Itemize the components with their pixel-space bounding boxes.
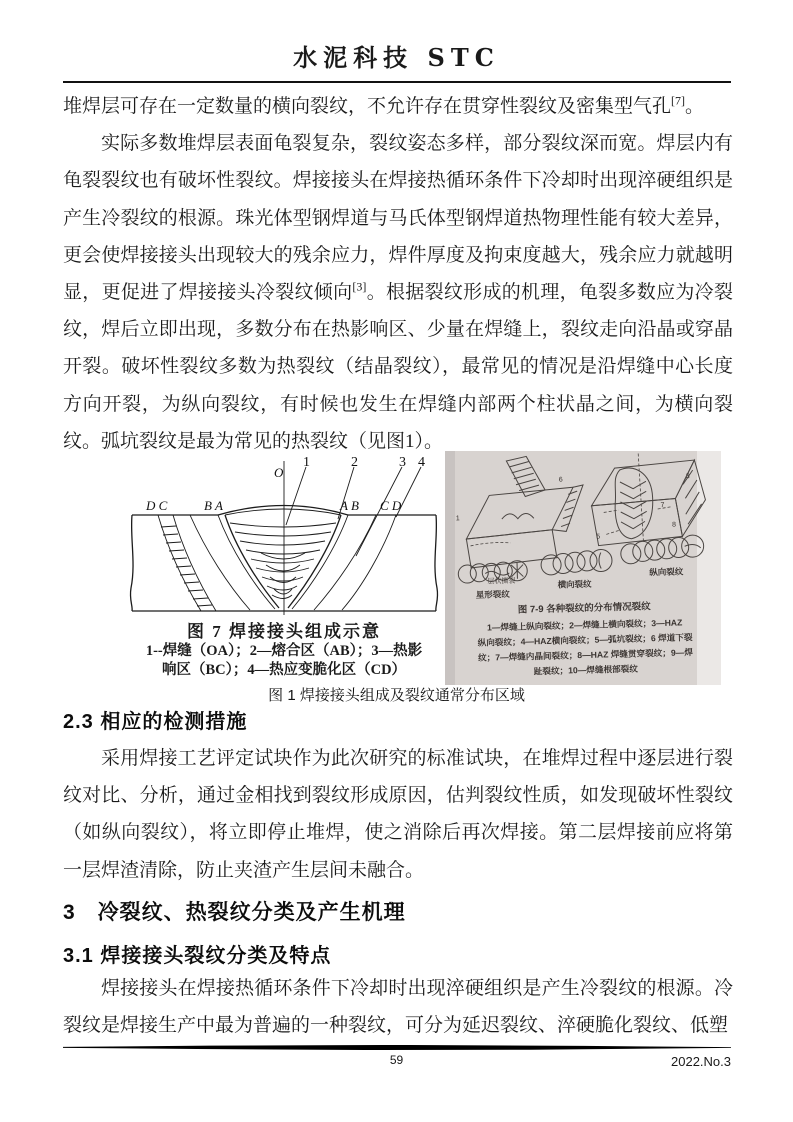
weld-crown-outer xyxy=(218,506,348,516)
weld-scale-lines-inner xyxy=(261,553,305,594)
body-text-detection xyxy=(63,740,733,889)
point-label-ab: A B xyxy=(340,498,359,513)
block-left-edge xyxy=(130,515,133,611)
lamellar-tear-label: 层状撕裂 xyxy=(487,577,516,586)
diagram-legend-line2: 响区（BC）；4—热应变脆化区（CD） xyxy=(161,662,407,678)
weld-boundary-left xyxy=(225,515,279,608)
callout-1: 1 xyxy=(303,455,310,470)
weld-joint-diagram xyxy=(128,453,440,680)
photo-num-6: 6 xyxy=(558,476,563,484)
footer-divider xyxy=(63,1045,731,1050)
haz-line-right xyxy=(314,515,376,610)
body-text-classification xyxy=(63,970,733,1044)
paragraph: 焊接接头在焊接热循环条件下冷却时出现淬硬组织是产生冷裂纹的根源。冷裂纹是焊接生产中最为普遍的一种裂纹，可分为延迟裂纹、淬硬脆化裂纹、低塑 xyxy=(63,978,733,1037)
longitudinal-crack-label: 纵向裂纹 xyxy=(649,566,684,578)
section-heading-3-1: 3.1 焊接接头裂纹分类及特点 xyxy=(63,945,332,967)
photo-num-5: 5 xyxy=(596,533,601,541)
reference-marker: [7] xyxy=(671,93,686,108)
page-number: 59 xyxy=(389,1053,404,1067)
photo-caption-title: 图 7-9 各种裂纹的分布情况裂纹 xyxy=(517,601,651,616)
diagram-caption xyxy=(128,617,440,680)
star-crack-label: 星形裂纹 xyxy=(475,588,510,600)
photo-legend-line-4: 趾裂纹；10—焊缝根部裂纹 xyxy=(533,663,639,677)
crack-distribution-photo-svg xyxy=(445,451,721,685)
paragraph xyxy=(63,88,733,125)
photo-num-3: 3 xyxy=(685,473,690,481)
page-title: 水泥科技 STC xyxy=(293,43,500,72)
reference-marker: [3] xyxy=(352,279,367,294)
section-heading-3: 3 冷裂纹、热裂纹分类及产生机理 xyxy=(63,901,406,924)
weld-joint-diagram-svg xyxy=(128,453,440,615)
photo-legend-line-3: 纹；7—焊缝内晶间裂纹；8—HAZ 焊缝贯穿裂纹；9—焊 xyxy=(477,647,693,663)
paragraph: 采用焊接工艺评定试块作为此次研究的标准试块，在堆焊过程中逐层进行裂纹对比、分析，通过金相找到裂纹形成原因，估判裂纹性质，如发现破坏性裂纹（如纵向裂纹），将立即停止堆焊，使之消除后再次焊接。第二层焊接前应将第一层焊渣清除，防止夹渣产生层间未融合。 xyxy=(63,748,733,881)
ladder-band-left xyxy=(158,515,201,611)
paragraph-text: 。 xyxy=(685,96,705,117)
photo-num-8: 8 xyxy=(672,521,677,529)
transverse-crack-label: 横向裂纹 xyxy=(557,578,592,590)
diagram-title: 图 7 焊接接头组成示意 xyxy=(187,622,381,641)
paragraph-text: 。根据裂纹形成的机理，龟裂多数应为冷裂纹，焊后立即出现，多数分布在热影响区、少量在焊缝上，裂纹走向沿晶或穿晶开裂。破坏性裂纹多数为热裂纹（结晶裂纹），最常见的情况是沿焊缝中心长度方向开裂，为纵向裂纹，有时候也发生在焊缝内部两个柱状晶之间，为横向裂纹。弧坑裂纹是最为常见的热裂纹（见图1）。 xyxy=(63,282,733,452)
callout-2: 2 xyxy=(351,455,358,470)
ladder-rungs xyxy=(161,526,212,606)
callout-3: 3 xyxy=(399,455,406,470)
paragraph-text: 堆焊层可存在一定数量的横向裂纹，不允许存在贯穿性裂纹及密集型气孔 xyxy=(63,96,672,117)
photo-num-7: 7 xyxy=(660,501,665,509)
photo-legend-line-2: 纵向裂纹；4—HAZ横向裂纹；5—弧坑裂纹；6 焊道下裂 xyxy=(477,632,693,648)
callout-4: 4 xyxy=(418,455,425,470)
block-right-edge xyxy=(435,515,438,611)
header-divider xyxy=(63,81,731,83)
issue-number: 2022.No.3 xyxy=(671,1054,731,1069)
weld-boundary-right xyxy=(288,515,341,608)
point-label-o: O xyxy=(274,465,284,480)
ladder-band-right xyxy=(173,515,216,611)
figure-1 xyxy=(0,453,793,685)
body-text-top xyxy=(63,88,733,460)
photo-legend-line-1: 1—焊缝上纵向裂纹；2—焊缝上横向裂纹；3—HAZ xyxy=(486,617,683,633)
paragraph xyxy=(63,125,733,460)
photo-num-1: 1 xyxy=(455,515,460,523)
point-label-dc: D C xyxy=(146,498,168,513)
crack-distribution-photo xyxy=(445,451,721,685)
section-heading-2-3: 2.3 相应的检测措施 xyxy=(63,711,248,733)
paragraph-text: 实际多数堆焊层表面龟裂复杂，裂纹姿态多样，部分裂纹深而宽。焊层内有龟裂裂纹也有破坏性裂纹。焊接接头在焊接热循环条件下冷却时出现淬硬组织是产生冷裂纹的根源。珠光体型钢焊道与马氏体型钢焊道热物理性能有较大差异，更会使焊接接头出现较大的残余应力，焊件厚度及拘束度越大，残余应力就越明显，更促进了焊接接头冷裂纹倾向 xyxy=(63,133,733,304)
figure-1-caption: 图 1 焊接接头组成及裂纹通常分布区域 xyxy=(268,687,525,704)
diagram-legend-line1: 1--焊缝（OA）；2—熔合区（AB）；3—热影 xyxy=(145,643,423,659)
photo-shadow-edge xyxy=(445,451,455,685)
photo-page-edge xyxy=(697,451,721,685)
point-label-cd: C D xyxy=(380,498,402,513)
point-label-ba: B A xyxy=(204,498,223,513)
